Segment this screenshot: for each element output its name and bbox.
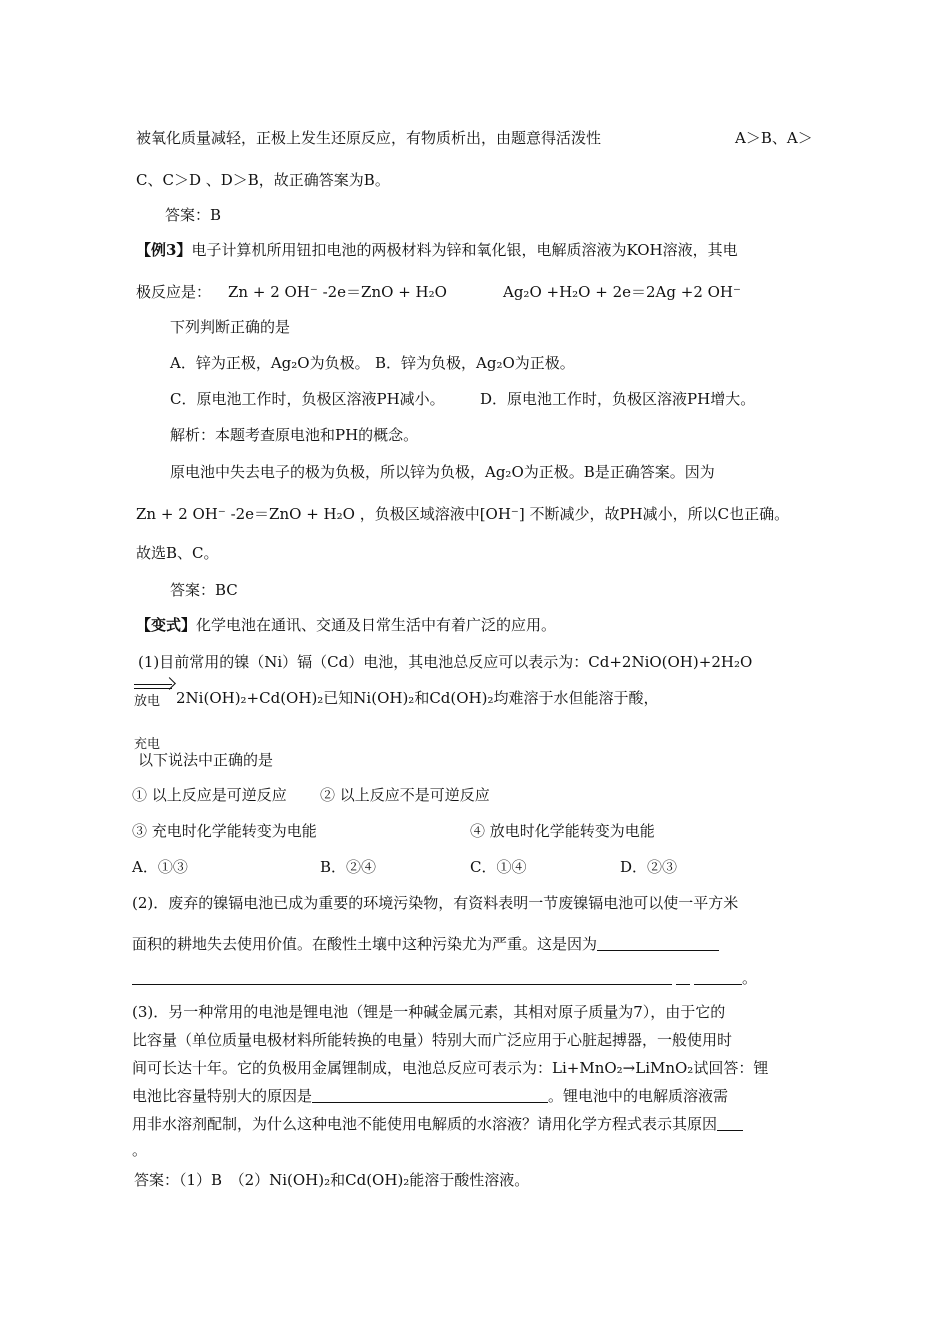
answer-1: 答案：B [165, 206, 222, 224]
analysis-4: 故选B、C。 [136, 544, 219, 562]
charge-label: 充电 [134, 737, 161, 752]
statement-4: ④ 放电时化学能转变为电能 [470, 822, 655, 840]
answer-blank[interactable] [676, 970, 690, 985]
part-2-line-3 [132, 968, 757, 988]
question-stem: 下列判断正确的是 [170, 318, 291, 336]
option-b: B．锌为负极，Ag₂O为正极。 [375, 354, 575, 372]
example-3-line [136, 240, 738, 260]
analysis-1: 解析：本题考查原电池和PH的概念。 [170, 426, 419, 444]
answer-blank[interactable] [717, 1116, 743, 1131]
part-1-stem: (1)目前常用的镍（Ni）镉（Cd）电池，其电池总反应可以表示为：Cd+2NiO(OH)+2H₂O [138, 653, 753, 671]
statement-3: ③ 充电时化学能转变为电能 [132, 822, 317, 840]
part-3-end: 。 [132, 1141, 148, 1159]
equation-1: Zn + 2 OH⁻ -2e＝ZnO + H₂O [228, 283, 447, 301]
choice-c: C．①④ [470, 858, 527, 876]
equation-2: Ag₂O +H₂O + 2e＝2Ag +2 OH⁻ [503, 283, 741, 301]
answer-blank[interactable] [312, 1088, 548, 1103]
part-3-line-3: 间可长达十年。它的负极用金属锂制成，电池总反应可表示为：Li+MnO₂→LiMnO₂试回答：锂 [132, 1059, 769, 1077]
answer-blank[interactable] [132, 970, 672, 985]
final-answer: 答案：（1）B （2）Ni(OH)₂和Cd(OH)₂能溶于酸性溶液。 [134, 1171, 530, 1189]
part-2-line-1: (2)．废弃的镍镉电池已成为重要的环境污染物，有资料表明一节废镍镉电池可以使一平方米 [132, 894, 739, 912]
line-2: C、C＞D 、D＞B，故正确答案为B。 [136, 171, 390, 189]
statement-1: ① 以上反应是可逆反应 [132, 786, 287, 804]
part-3-line-5 [132, 1114, 743, 1134]
part-2-text: 面积的耕地失去使用价值。在酸性土壤中这种污染尤为严重。这是因为 [132, 935, 598, 953]
part-3-line-1: (3)．另一种常用的电池是锂电池（锂是一种碱金属元素，其相对原子质量为7），由于它的 [132, 1003, 726, 1021]
part-2-end: 。 [742, 969, 758, 987]
example-3-text: 电子计算机所用钮扣电池的两极材料为锌和氧化银，电解质溶液为KOH溶液，其电 [191, 241, 738, 259]
variant-tag: 【变式】 [136, 616, 197, 634]
answer-blank[interactable] [694, 970, 742, 985]
variant-text: 化学电池在通讯、交通及日常生活中有着广泛的应用。 [196, 616, 557, 634]
choice-a: A．①③ [132, 858, 188, 876]
analysis-3: Zn + 2 OH⁻ -2e＝ZnO + H₂O ，负极区域溶液中[OH⁻] 不断减少，故PH减小，所以C也正确。 [136, 505, 790, 523]
equation-prefix: 极反应是： [136, 283, 212, 301]
part-3-line-4 [132, 1086, 728, 1106]
option-d: D．原电池工作时，负极区溶液PH增大。 [480, 390, 756, 408]
example-3-tag: 【例3】 [136, 241, 192, 259]
answer-blank[interactable] [597, 936, 719, 951]
part-2-line-2 [132, 934, 719, 954]
part-3-text: 电池比容量特别大的原因是 [132, 1087, 313, 1105]
option-a: A．锌为正极，Ag₂O为负极。 [170, 354, 370, 372]
choice-d: D．②③ [620, 858, 678, 876]
line-1: 被氧化质量减轻，正极上发生还原反应，有物质析出，由题意得活泼性 [136, 129, 602, 147]
part-3-line-2: 比容量（单位质量电极材料所能转换的电量）特别大而广泛应用于心脏起搏器，一般使用时 [132, 1031, 733, 1049]
part-3-question: 用非水溶剂配制，为什么这种电池不能使用电解质的水溶液？请用化学方程式表示其原因 [132, 1115, 718, 1133]
answer-2: 答案：BC [170, 581, 238, 599]
part-1-question: 以下说法中正确的是 [138, 751, 274, 769]
option-c: C．原电池工作时，负极区溶液PH减小。 [170, 390, 445, 408]
part-1-reaction: 2Ni(OH)₂+Cd(OH)₂已知Ni(OH)₂和Cd(OH)₂均难溶于水但能溶于酸， [176, 689, 659, 707]
analysis-2: 原电池中失去电子的极为负极，所以锌为负极，Ag₂O为正极。B是正确答案。因为 [170, 463, 715, 481]
choice-b: B．②④ [320, 858, 377, 876]
part-3-text-2: 。锂电池中的电解质溶液需 [548, 1087, 729, 1105]
variant-line [136, 615, 556, 635]
line-1-tail: A＞B、A＞ [735, 129, 813, 147]
statement-2: ② 以上反应不是可逆反应 [320, 786, 490, 804]
discharge-label: 放电 [134, 694, 161, 709]
